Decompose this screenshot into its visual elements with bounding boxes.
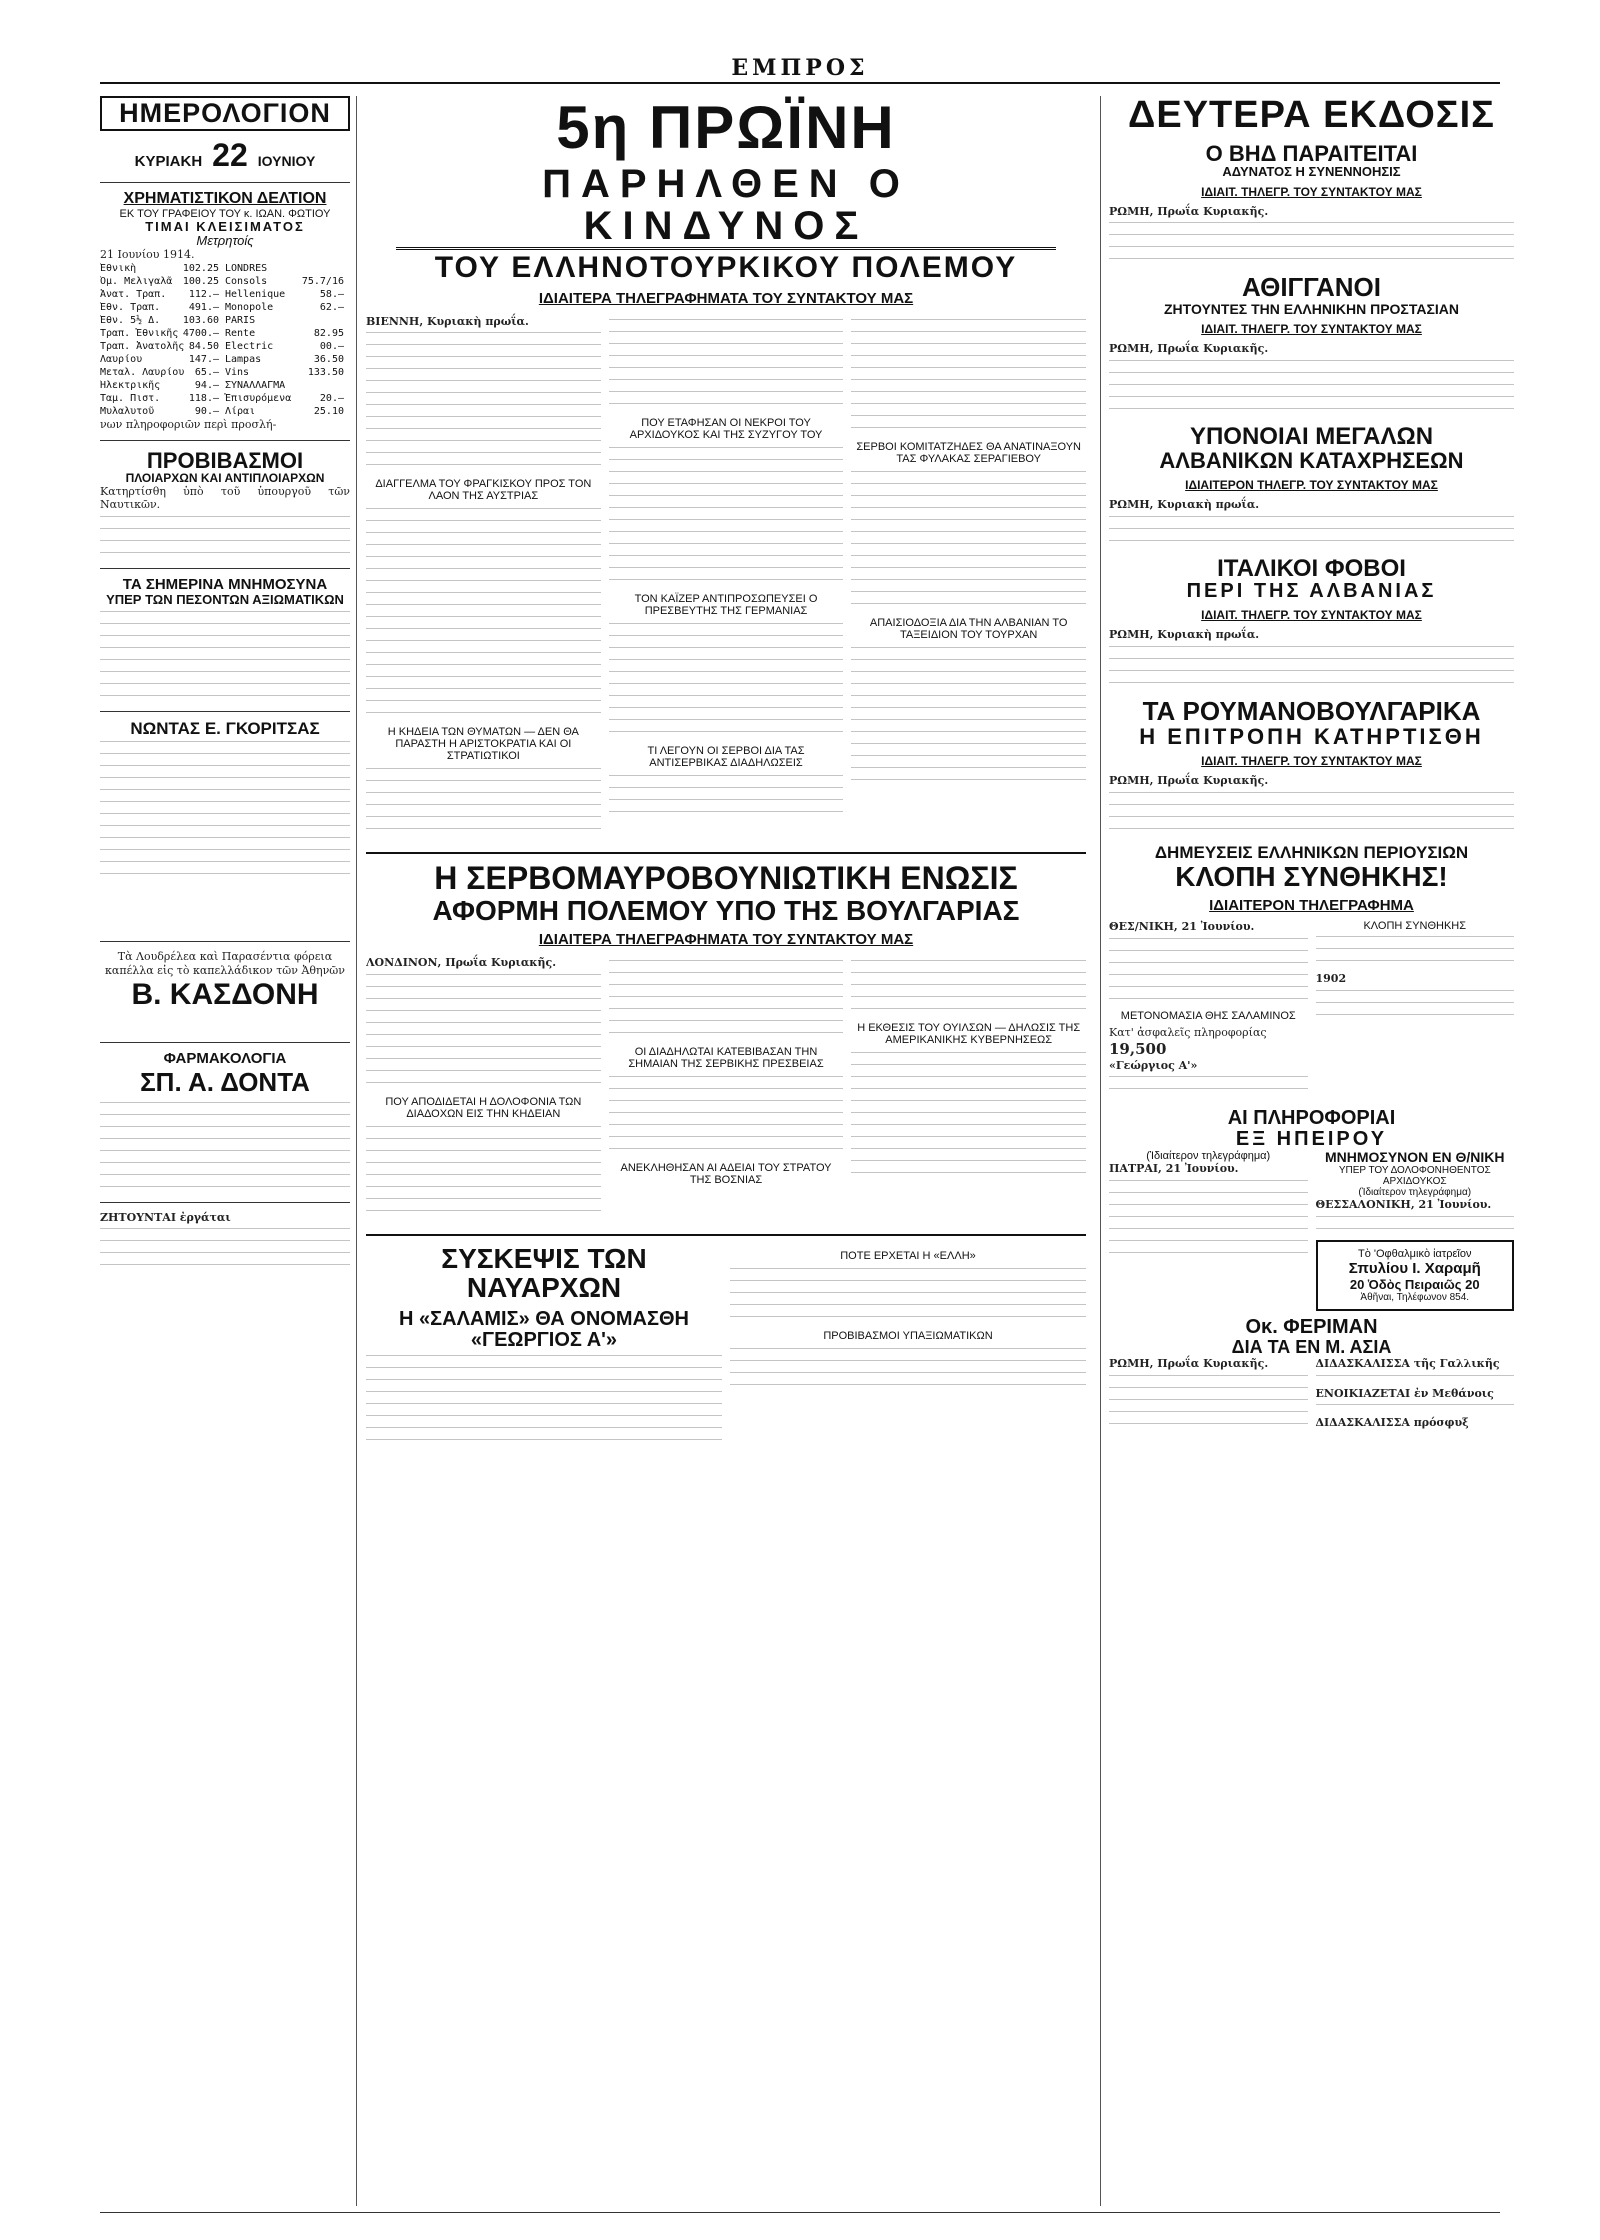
classified-3: ΔΙΔΑΣΚΑΛΙΣΣΑ πρόσφυξ [1315, 1416, 1469, 1430]
story-r7-title: ΜΕΤΟΝΟΜΑΣΙΑ ΘΗΣ ΣΑΛΑΜΙΝΟΣ [1120, 1010, 1296, 1023]
story2-columns [366, 956, 1086, 1222]
story1-section-1: ΔΙΑΓΓΕΛΜΑ ΤΟΥ ΦΡΑΓΚΙΣΚΟΥ ΠΡΟΣ ΤΟΝ ΛΑΟΝ ΤΗΣ ΑΥΣΤΡΙΑΣ [375, 478, 592, 503]
market-row [100, 353, 225, 366]
market-row-name: Λαυρίου [100, 354, 143, 366]
story-r4-title: ΙΤΑΛΙΚΟΙ ΦΟΒΟΙ [1217, 555, 1406, 583]
promotions-title: ΠΡΟΒΙΒΑΣΜΟΙ [146, 447, 304, 473]
masthead: ΕΜΠΡΟΣ [731, 55, 869, 81]
ad-kasdoni-lead: Τὰ Λουδρέλεα καὶ Παρασέντια φόρεια καπέλλα εἰς τὸ καπελλάδικον τῶν Ἀθηνῶν [105, 950, 345, 978]
market-row-name: Ταμ. Πιστ. [100, 393, 161, 405]
story-r3-subtitle: ΑΛΒΑΝΙΚΩΝ ΚΑΤΑΧΡΗΣΕΩΝ [1159, 448, 1464, 474]
market-row [100, 392, 225, 405]
market-row-value: 4700.— [182, 328, 219, 340]
story-r4-subtitle: ΠΕΡΙ ΤΗΣ ΑΛΒΑΝΙΑΣ [1186, 580, 1437, 603]
calendar-month: ΙΟΥΝΙΟΥ [257, 153, 316, 169]
story1-columns [366, 315, 1086, 841]
market-row-name: Τραπ. Ἐθνικῆς [100, 328, 179, 340]
story2-section-2: ΠΟΥ ΑΠΟΔΙΔΕΤΑΙ Η ΔΟΛΟΦΟΝΙΑ ΤΩΝ ΔΙΑΔΟΧΩΝ ΕΙΣ ΤΗΝ ΚΗΔΕΙΑΝ [385, 1095, 582, 1120]
market-row [100, 327, 225, 340]
market-table [100, 262, 350, 418]
edition-label: 5η ΠΡΩΪΝΗ [556, 96, 896, 161]
market-row-value: 75.7/16 [301, 276, 344, 288]
market-row-value: 94.— [194, 380, 219, 392]
story1-dateline: ΒΙΕΝΝΗ, Κυριακὴ πρωΐα. [366, 314, 529, 328]
wire-label: ΙΔΙΑΙΤΕΡΑ ΤΗΛΕΓΡΑΦΗΜΑΤΑ ΤΟΥ ΣΥΝΤΑΚΤΟΥ ΜΑΣ [538, 289, 914, 307]
ad-clinic-line1: Τὸ 'Οφθαλμικὸ ἰατρεῖον [1358, 1247, 1472, 1260]
story2-section-1: ΟΙ ΔΙΑΔΗΛΩΤΑΙ ΚΑΤΕΒΙΒΑΣΑΝ ΤΗΝ ΣΗΜΑΙΑΝ ΤΗΣ ΣΕΡΒΙΚΗΣ ΠΡΕΣΒΕΙΑΣ [628, 1046, 824, 1071]
market-row-name: Τραπ. Ἀνατολῆς [100, 341, 185, 353]
market-row [225, 405, 350, 418]
headline-3: Η ΣΕΡΒΟΜΑΥΡΟΒΟΥΝΙΩΤΙΚΗ ΕΝΩΣΙΣ [434, 860, 1018, 897]
story-r3-wire: ΙΔΙΑΙΤΕΡΟΝ ΤΗΛΕΓΡ. ΤΟΥ ΣΥΝΤΑΚΤΟΥ ΜΑΣ [1185, 478, 1438, 493]
ad-clinic-address: 20 Ὁδὸς Πειραιῶς 20 [1349, 1276, 1480, 1292]
market-row-name: Ἀνατ. Τραπ. [100, 289, 167, 301]
market-row-value: 90.— [194, 406, 219, 418]
market-row-name: Rente [225, 328, 256, 340]
wanted-lead: ΖΗΤΟΥΝΤΑΙ ἐργάται [100, 1210, 231, 1224]
promotions-subtitle: ΠΛΟΙΑΡΧΩΝ ΚΑΙ ΑΝΤΙΠΛΟΙΑΡΧΩΝ [125, 471, 325, 486]
ad-clinic [1316, 1240, 1515, 1311]
market-row-name: Ὁμ. Μελιγαλᾶ [100, 276, 173, 288]
story3-columns [366, 1244, 1086, 1451]
market-row-value: 25.10 [313, 406, 344, 418]
market-row-name: Μεταλ. Λαυρίου [100, 367, 185, 379]
market-row [100, 379, 225, 392]
obituary-title: ΝΩΝΤΑΣ Ε. ΓΚΟΡΙΤΣΑΣ [130, 718, 320, 738]
market-row [225, 327, 350, 340]
classified-1: ΔΙΔΑΣΚΑΛΙΣΣΑ τῆς Γαλλικῆς [1315, 1356, 1500, 1370]
market-row [225, 262, 350, 275]
pharmacy-name: ΣΠ. Α. ΔΟΝΤΑ [140, 1066, 310, 1097]
story-r1-subtitle: ΑΔΥΝΑΤΟΣ Η ΣΥΝΕΝΝΟΗΣΙΣ [1222, 163, 1401, 179]
market-row-name: LONDRES [225, 263, 268, 275]
market-row [100, 340, 225, 353]
market-row-value: 147.— [188, 354, 219, 366]
story-r2-wire: ΙΔΙΑΙΤ. ΤΗΛΕΓΡ. ΤΟΥ ΣΥΝΤΑΚΤΟΥ ΜΑΣ [1201, 322, 1422, 337]
story-r3-dateline: ΡΩΜΗ, Κυριακὴ πρωΐα. [1109, 498, 1260, 512]
story-r5-dateline: ΡΩΜΗ, Πρωΐα Κυριακῆς. [1109, 774, 1269, 788]
right-column [1100, 96, 1514, 2206]
market-row-name: Vins [225, 367, 250, 379]
calendar-title: ΗΜΕΡΟΛΟΓΙΟΝ [100, 96, 350, 131]
story1-section-4: ΤΟΝ ΚΑΪΖΕΡ ΑΝΤΙΠΡΟΣΩΠΕΥΣΕΙ Ο ΠΡΕΣΒΕΥΤΗΣ ΤΗΣ ΓΕΡΜΑΝΙΑΣ [634, 592, 818, 617]
main-headline: ΠΑΡΗΛΘΕΝ Ο ΚΙΝΔΥΝΟΣ [396, 163, 1056, 250]
story-r10-title: Οκ. ΦΕΡΙΜΑΝ [1245, 1315, 1378, 1338]
story-r5-subtitle: Η ΕΠΙΤΡΟΠΗ ΚΑΤΗΡΤΙΣΘΗ [1139, 724, 1484, 750]
headline-6: Η «ΣΑΛΑΜΙΣ» ΘΑ ΟΝΟΜΑΣΘΗ «ΓΕΩΡΓΙΟΣ Α'» [399, 1307, 689, 1351]
market-row-name: Hellenique [225, 289, 286, 301]
wire-label-2: ΙΔΙΑΙΤΕΡΑ ΤΗΛΕΓΡΑΦΗΜΑΤΑ ΤΟΥ ΣΥΝΤΑΚΤΟΥ ΜΑΣ [538, 931, 914, 949]
market-label: Μετρητοίς [196, 233, 254, 249]
market-row-name: ΣΥΝΑΛΛΑΓΜΑ [225, 380, 286, 392]
market-row-value: 20.— [319, 393, 344, 405]
market-row-value: 36.50 [313, 354, 344, 366]
market-row-value: 112.— [188, 289, 219, 301]
market-row-name: Μυλαλυτοῦ [100, 406, 155, 418]
story-r1-title: Ο ΒΗΔ ΠΑΡΑΙΤΕΙΤΑΙ [1205, 140, 1418, 166]
story-r2-subtitle: ΖΗΤΟΥΝΤΕΣ ΤΗΝ ΕΛΛΗΝΙΚΗΝ ΠΡΟΣΤΑΣΙΑΝ [1164, 300, 1459, 317]
bottom-rule [100, 2212, 1500, 2213]
market-row-value: 62.— [319, 302, 344, 314]
story-r6-title: ΔΗΜΕΥΣΕΙΣ ΕΛΛΗΝΙΚΩΝ ΠΕΡΙΟΥΣΙΩΝ [1154, 843, 1469, 863]
market-row-name: Ἐθν. 5½ Δ. [100, 315, 161, 327]
market-row-value: 133.50 [307, 367, 344, 379]
story-r8-subtitle: ΥΠΕΡ ΤΟΥ ΔΟΛΟΦΟΝΗΘΕΝΤΟΣ ΑΡΧΙΔΟΥΚΟΣ [1338, 1165, 1491, 1188]
story1-section-2: Η ΚΗΔΕΙΑ ΤΩΝ ΘΥΜΑΤΩΝ — ΔΕΝ ΘΑ ΠΑΡΑΣΤΗ Η ΑΡΙΣΤΟΚΡΑΤΙΑ ΚΑΙ ΟΙ ΣΤΡΑΤΙΩΤΙΚΟΙ [387, 726, 579, 763]
market-row-name: Ἠλεκτρικῆς [100, 380, 161, 392]
story2-dateline: ΛΟΝΔΙΝΟΝ, Πρωΐα Κυριακῆς. [366, 956, 557, 970]
calendar-date [100, 137, 350, 174]
story-r9-wire: (Ἰδιαίτερον τηλεγράφημα) [1146, 1150, 1271, 1163]
market-title: ΧΡΗΜΑΤΙΣΤΙΚΟΝ ΔΕΛΤΙΟΝ [123, 190, 327, 207]
story-r8-title: ΜΝΗΜΟΣΥΝΟΝ ΕΝ Θ/ΝΙΚΗ [1324, 1149, 1505, 1166]
story1-section-5: ΤΙ ΛΕΓΟΥΝ ΟΙ ΣΕΡΒΟΙ ΔΙΑ ΤΑΣ ΑΝΤΙΣΕΡΒΙΚΑΣ ΔΙΑΔΗΛΩΣΕΙΣ [647, 744, 805, 769]
main-headline-2: ΤΟΥ ΕΛΛΗΝΟΤΟΥΡΚΙΚΟΥ ΠΟΛΕΜΟΥ [434, 251, 1018, 284]
market-row [225, 288, 350, 301]
market-row-value: 82.95 [313, 328, 344, 340]
market-row-value: 84.50 [188, 341, 219, 353]
story3-section-1: ΠΟΤΕ ΕΡΧΕΤΑΙ Η «ΕΛΛΗ» [840, 1249, 976, 1262]
story-r6-wire: ΙΔΙΑΙΤΕΡΟΝ ΤΗΛΕΓΡΑΦΗΜΑ [1209, 897, 1414, 915]
market-row [100, 405, 225, 418]
story-r10-dateline: ΡΩΜΗ, Πρωΐα Κυριακῆς. [1109, 1356, 1269, 1370]
market-row [225, 379, 350, 392]
story-r7-wire: Κατ' ἀσφαλεῖς πληροφορίας [1109, 1026, 1267, 1040]
center-column [366, 96, 1086, 2206]
ad-clinic-city: Ἀθῆναι, Τηλέφωνον 854. [1360, 1291, 1470, 1303]
story-r2-title: ΑΘΙΓΓΑΝΟΙ [1242, 272, 1381, 303]
memorials-subtitle: ΥΠΕΡ ΤΩΝ ΠΕΣΟΝΤΩΝ ΑΞΙΩΜΑΤΙΚΩΝ [106, 591, 344, 607]
story-r7-ship: «Γεώργιος Α'» [1109, 1058, 1198, 1072]
market-row-value: 00.— [319, 341, 344, 353]
story-r6-subtitle: ΚΛΟΠΗ ΣΥΝΘΗΚΗΣ! [1175, 861, 1448, 893]
market-row-name: Ἐθν. Τραπ. [100, 302, 161, 314]
market-row-name: Ἐπισυρόμενα [225, 393, 292, 405]
market-date: 21 Ιουνίου 1914. [100, 248, 195, 262]
story1-section-6: ΣΕΡΒΟΙ ΚΟΜΙΤΑΤΖΗΔΕΣ ΘΑ ΑΝΑΤΙΝΑΞΟΥΝ ΤΑΣ ΦΥΛΑΚΑΣ ΣΕΡΑΓΙΕΒΟΥ [856, 440, 1081, 465]
story-r10-subtitle: ΔΙΑ ΤΑ ΕΝ Μ. ΑΣΙΑ [1231, 1336, 1392, 1357]
market-row [225, 301, 350, 314]
market-row-value: 491.— [188, 302, 219, 314]
market-row-name: Monopole [225, 302, 274, 314]
story-r10-columns [1109, 1357, 1514, 1435]
story-r6-section: ΚΛΟΠΗ ΣΥΝΘΗΚΗΣ [1363, 920, 1467, 933]
promotions-body: Κατηρτίσθη ὑπὸ τοῦ ὑπουργοῦ τῶν Ναυτικῶν. [100, 484, 350, 512]
market-row-name: PARIS [225, 315, 256, 327]
market-table-right [225, 262, 350, 418]
story-r7-number: 19,500 [1109, 1039, 1167, 1058]
masthead-rule [100, 82, 1500, 84]
story-r9-columns [1109, 1150, 1514, 1310]
market-row [100, 366, 225, 379]
story-r1-wire: ΙΔΙΑΙΤ. ΤΗΛΕΓΡ. ΤΟΥ ΣΥΝΤΑΚΤΟΥ ΜΑΣ [1201, 184, 1422, 199]
story-r3-title: ΥΠΟΝΟΙΑΙ ΜΕΓΑΛΩΝ [1189, 423, 1434, 451]
market-row [225, 275, 350, 288]
market-row [100, 314, 225, 327]
market-row [100, 288, 225, 301]
market-footer: νων πληροφοριῶν περὶ προσλή- [100, 418, 277, 432]
market-row [225, 314, 350, 327]
market-row [100, 262, 225, 275]
pharmacy-title: ΦΑΡΜΑΚΟΛΟΓΙΑ [163, 1049, 287, 1067]
story-r2-dateline: ΡΩΜΗ, Πρωΐα Κυριακῆς. [1109, 342, 1269, 356]
story-r8-wire: (Ἰδιαίτερον τηλεγράφημα) [1358, 1187, 1472, 1199]
story-r5-title: ΤΑ ΡΟΥΜΑΝΟΒΟΥΛΓΑΡΙΚΑ [1142, 696, 1481, 727]
story-r9-dateline: ΠΑΤΡΑΙ, 21 Ἰουνίου. [1109, 1162, 1239, 1176]
story1-section-7: ΑΠΑΙΣΙΟΔΟΞΙΑ ΔΙΑ ΤΗΝ ΑΛΒΑΝΙΑΝ ΤΟ ΤΑΞΕΙΔΙΟΝ ΤΟΥ ΤΟΥΡΧΑΝ [869, 616, 1068, 641]
calendar-day: ΚΥΡΙΑΚΗ [134, 153, 203, 170]
story-r6-year: 1902 [1315, 972, 1347, 986]
market-row-name: Consols [225, 276, 268, 288]
market-row-name: Λίραι [225, 406, 256, 418]
market-row-name: Ἐθνικὴ [100, 263, 137, 275]
memorials-title: ΤΑ ΣΗΜΕΡΙΝΑ ΜΝΗΜΟΣΥΝΑ [122, 576, 328, 594]
classified-2: ΕΝΟΙΚΙΑΖΕΤΑΙ ἐν Μεθάνοις [1315, 1386, 1494, 1400]
market-row [100, 301, 225, 314]
market-row [225, 366, 350, 379]
second-edition-label: ΔΕΥΤΕΡΑ ΕΚΔΟΣΙΣ [1128, 96, 1495, 136]
market-row-value: 118.— [188, 393, 219, 405]
market-row [225, 392, 350, 405]
market-table-left [100, 262, 225, 418]
story-r6-columns [1109, 920, 1514, 1100]
market-row [225, 353, 350, 366]
story-r5-wire: ΙΔΙΑΙΤ. ΤΗΛΕΓΡ. ΤΟΥ ΣΥΝΤΑΚΤΟΥ ΜΑΣ [1201, 754, 1422, 769]
calendar-number: 22 [212, 137, 248, 173]
market-row [100, 275, 225, 288]
story2-section-3: ΑΝΕΚΛΗΘΗΣΑΝ ΑΙ ΑΔΕΙΑΙ ΤΟΥ ΣΤΡΑΤΟΥ ΤΗΣ ΒΟΣΝΙΑΣ [620, 1162, 832, 1187]
story2-section-4: Η ΕΚΘΕΣΙΣ ΤΟΥ ΟΥΙΛΣΩΝ — ΔΗΛΩΣΙΣ ΤΗΣ ΑΜΕΡΙΚΑΝΙΚΗΣ ΚΥΒΕΡΝΗΣΕΩΣ [857, 1022, 1081, 1047]
market-row-value: 58.— [319, 289, 344, 301]
story-r9-title: ΑΙ ΠΛΗΡΟΦΟΡΙΑΙ [1227, 1107, 1396, 1130]
market-row-value: 65.— [194, 367, 219, 379]
story-r9-subtitle: ΕΞ ΗΠΕΙΡΟΥ [1235, 1128, 1388, 1151]
market-row [225, 340, 350, 353]
story-r4-wire: ΙΔΙΑΙΤ. ΤΗΛΕΓΡ. ΤΟΥ ΣΥΝΤΑΚΤΟΥ ΜΑΣ [1201, 608, 1422, 623]
market-row-value: 102.25 [182, 263, 219, 275]
market-row-name: Lampas [225, 354, 262, 366]
story-r1-dateline: ΡΩΜΗ, Πρωΐα Κυριακῆς. [1109, 204, 1269, 218]
market-row-value: 100.25 [182, 276, 219, 288]
story3-section-2: ΠΡΟΒΙΒΑΣΜΟΙ ΥΠΑΞΙΩΜΑΤΙΚΩΝ [823, 1329, 993, 1342]
headline-4: ΑΦΟΡΜΗ ΠΟΛΕΜΟΥ ΥΠΟ ΤΗΣ ΒΟΥΛΓΑΡΙΑΣ [432, 894, 1020, 926]
market-row-value: 103.60 [182, 315, 219, 327]
story-r4-dateline: ΡΩΜΗ, Κυριακὴ πρωΐα. [1109, 628, 1260, 642]
story-r6-dateline: ΘΕΣ/ΝΙΚΗ, 21 Ἰουνίου. [1109, 920, 1255, 934]
market-subtitle: ΤΙΜΑΙ ΚΛΕΙΣΙΜΑΤΟΣ [145, 218, 305, 234]
market-source: ΕΚ ΤΟΥ ΓΡΑΦΕΙΟΥ ΤΟΥ κ. ΙΩΑΝ. ΦΩΤΙΟΥ [119, 207, 331, 220]
story-r8-dateline: ΘΕΣΣΑΛΟΝΙΚΗ, 21 Ἰουνίου. [1315, 1198, 1492, 1212]
left-column [100, 96, 357, 2206]
ad-kasdoni-name: Β. ΚΑΣΔΟΝΗ [131, 977, 319, 1011]
market-row-name: Electric [225, 341, 274, 353]
headline-5: ΣΥΣΚΕΨΙΣ ΤΩΝ ΝΑΥΑΡΧΩΝ [441, 1242, 647, 1304]
story1-section-3: ΠΟΥ ΕΤΑΦΗΣΑΝ ΟΙ ΝΕΚΡΟΙ ΤΟΥ ΑΡΧΙΔΟΥΚΟΣ ΚΑΙ ΤΗΣ ΣΥΖΥΓΟΥ ΤΟΥ [629, 416, 823, 441]
ad-clinic-name: Σπυλίου Ι. Χαραμῆ [1348, 1259, 1481, 1277]
